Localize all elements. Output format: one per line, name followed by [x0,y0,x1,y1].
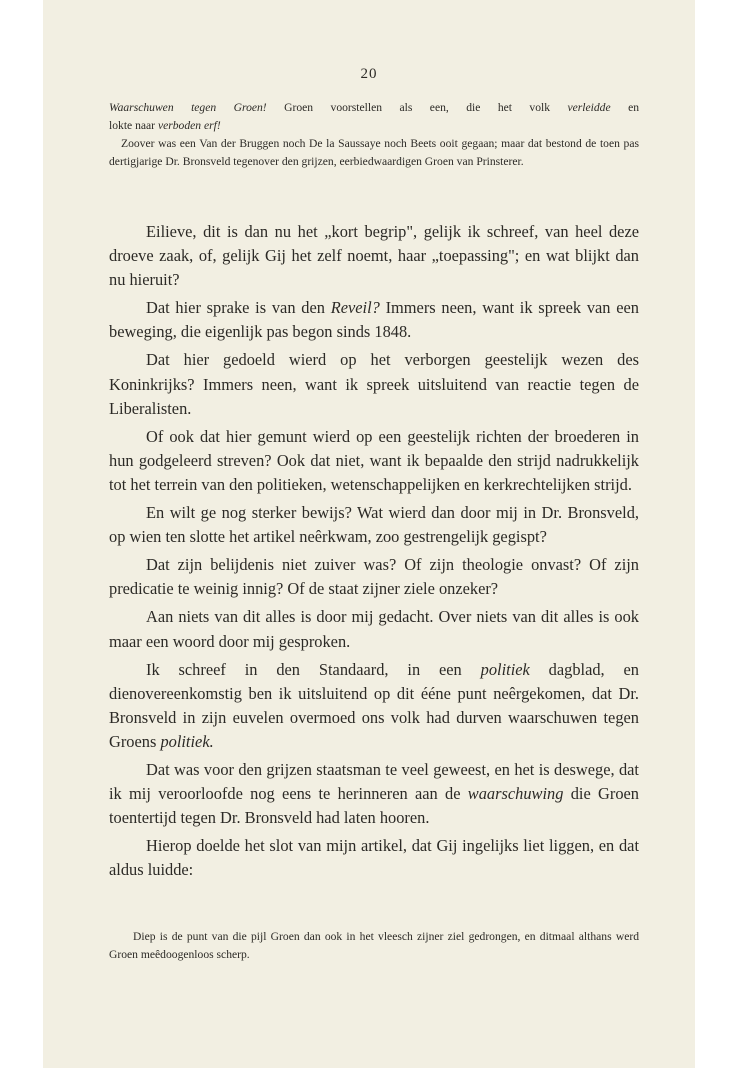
paragraph-2-italic: Reveil? [330,298,380,318]
top-footnote-italic-1: Waarschuwen tegen Groen! [109,101,267,114]
top-footnote-paragraph-2: Zoover was een Van der Bruggen noch De la Saussaye noch Beets ooit gegaan; maar dat bestond de toen pas dertigjarige Dr. Bronsveld tegenover den grijzen, eerbiedwaardigen Groen van Prinsterer. [109,137,639,168]
paragraph-2-text-a: Dat hier sprake is van den [146,298,331,318]
paragraph-3: Dat hier gedoeld wierd op het verborgen geestelijk wezen des Koninkrijks? Immers neen, want ik spreek uitsluitend van reactie tegen de Liberalisten. [109,350,639,418]
paragraph-5: En wilt ge nog sterker bewijs? Wat wierd dan door mij in Dr. Bronsveld, op wien ten slotte het artikel neêrkwam, zoo gestrengelijk gegispt? [109,503,639,547]
paragraph-6: Dat zijn belijdenis niet zuiver was? Of zijn theologie onvast? Of zijn predicatie te weinig innig? Of de staat zijner ziele onzeker? [109,555,639,599]
main-text [109,220,639,882]
top-footnote [109,99,639,171]
paragraph-9-text-b: die Groen toentertijd tegen Dr. Bronsveld had laten hooren. [109,784,639,828]
top-footnote-text-1: Groen voorstellen als een, die het volk [266,101,568,114]
paragraph-8-italic-1: politiek [480,659,530,679]
page-number: 20 [360,66,378,82]
top-footnote-text-1b: en [610,101,640,114]
paragraph-8 [109,658,639,754]
paragraph-10: Hierop doelde het slot van mijn artikel, dat Gij ingelijks liet liggen, en dat aldus luidde: [109,836,639,880]
paragraph-9-italic: waarschuwing [467,784,564,804]
top-footnote-line-1 [109,99,639,117]
top-footnote-line-2 [109,117,639,135]
top-footnote-italic-2: verleidde [567,101,611,114]
paragraph-2-text-b: Immers neen, want ik spreek van een beweging, die eigenlijk pas begon sinds 1848. [109,298,640,342]
paragraph-2 [109,296,639,344]
paragraph-1: Eilieve, dit is dan nu het „kort begrip", gelijk ik schreef, van heel deze droeve zaak, of, gelijk Gij het zelf noemt, haar „toepassing"; en wat blijkt dan nu hieruit? [109,222,639,290]
book-page [43,0,695,1068]
paragraph-7: Aan niets van dit alles is door mij gedacht. Over niets van dit alles is ook maar een woord door mij gesproken. [109,607,639,651]
bottom-footnote [109,928,639,964]
paragraph-8-italic-2: politiek. [160,731,214,751]
paragraph-8-text-a: Ik schreef in den Standaard, in een [146,659,481,679]
bottom-footnote-text: Diep is de punt van die pijl Groen dan ook in het vleesch zijner ziel gedrongen, en ditmaal althans werd Groen meêdoogenloos scherp. [109,930,639,961]
paragraph-9-text-a: Dat was voor den grijzen staatsman te veel geweest, en het is deswege, dat ik mij veroorloofde nog eens te herinneren aan de [109,759,639,804]
paragraph-9 [109,758,639,830]
paragraph-8-text-b: dagblad, en dienovereenkomstig ben ik uitsluitend op dit ééne punt neêrgekomen, dat Dr. Bronsveld in zijn euvelen overmoed ons volk had durven waarschuwen tegen Groens [109,659,639,751]
top-footnote-text-2: lokte naar [109,119,158,132]
paragraph-4: Of ook dat hier gemunt wierd op een geestelijk richten der broederen in hun godgeleerd streven? Ook dat niet, want ik bepaalde den strijd nadrukkelijk tot het terrein van den politieken, wetenschappelijken en kerkrechtelijken strijd. [109,426,639,494]
top-footnote-italic-3: verboden erf! [157,119,221,132]
